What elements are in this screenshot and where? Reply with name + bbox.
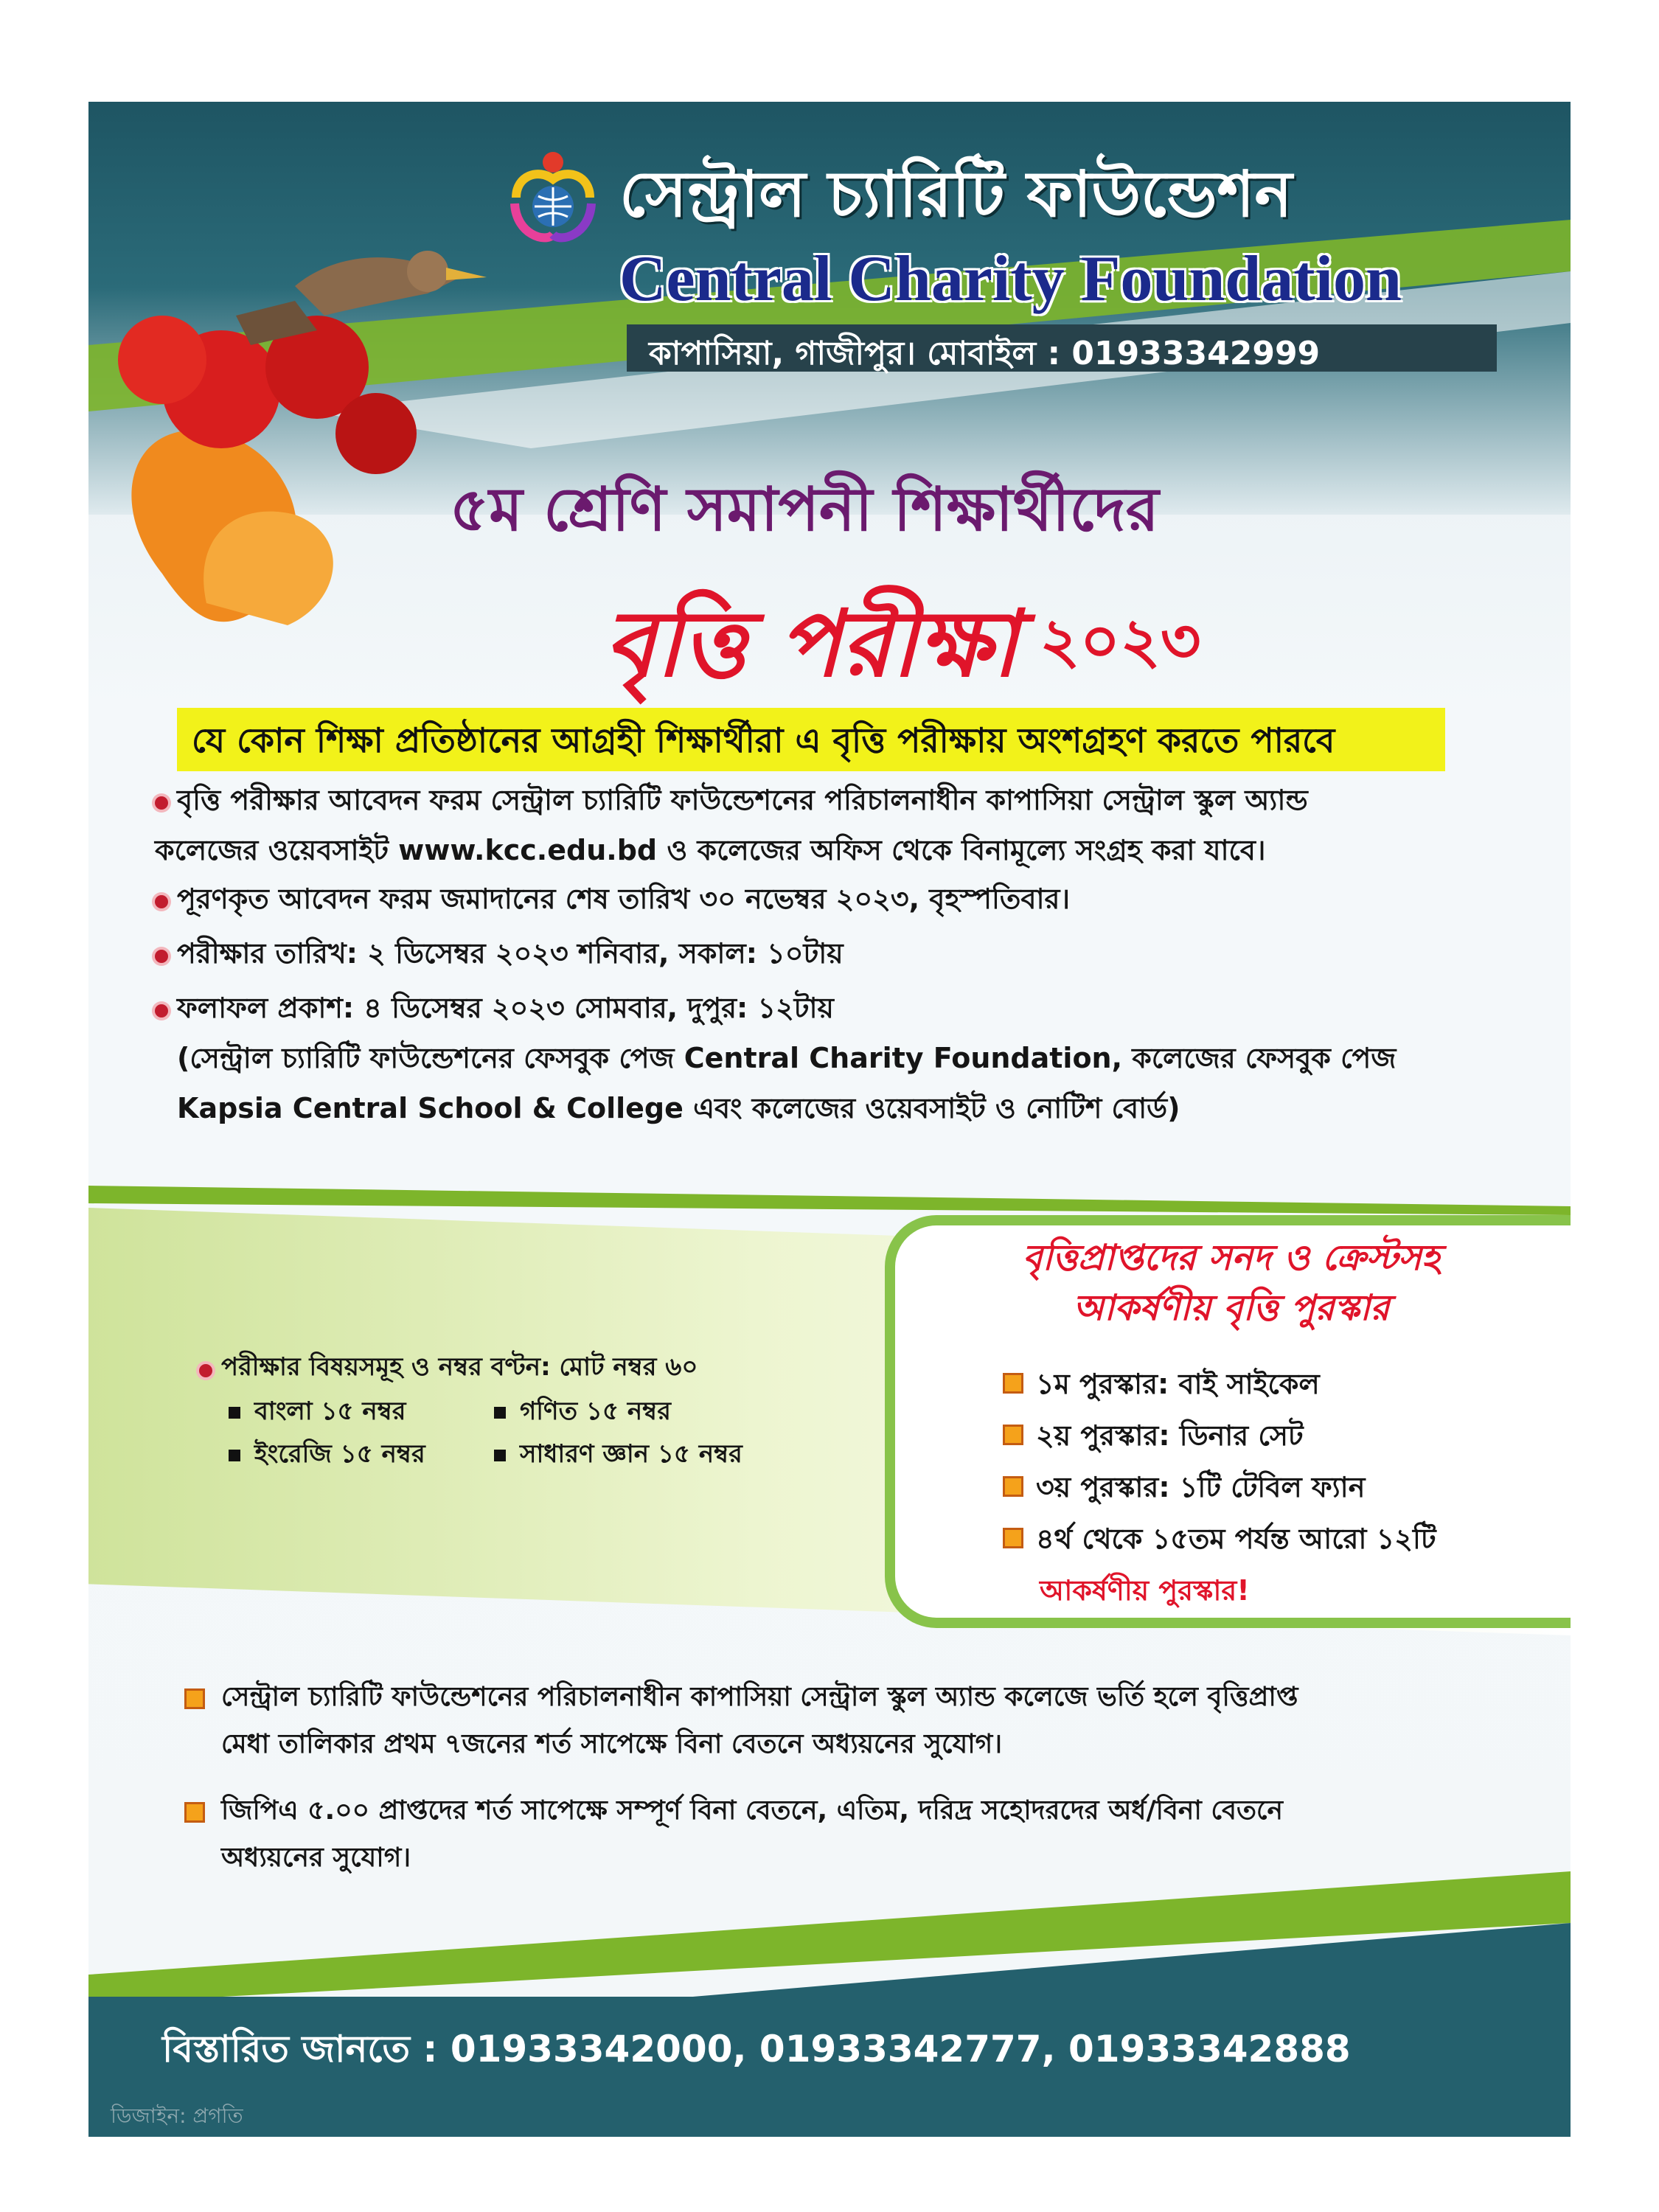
- subject-item: ইংরেজি ১৫ নম্বর: [254, 1439, 425, 1469]
- detail-line: ফলাফল প্রকাশ: ৪ ডিসেম্বর ২০২৩ সোমবার, দুপুর: ১২টায়: [177, 992, 834, 1024]
- prize-heading-1: বৃত্তিপ্রাপ্তদের সনদ ও ক্রেস্টসহ: [1022, 1237, 1441, 1279]
- black-square-bullet-icon: [229, 1450, 240, 1461]
- rosette-bullet-icon: [155, 895, 168, 908]
- footer-swoosh: [88, 1857, 1571, 2004]
- benefit-line: অধ্যয়নের সুযোগ।: [221, 1843, 411, 1873]
- benefit-line: জিপিএ ৫.০০ প্রাপ্তদের শর্ত সাপেক্ষে সম্পূর্ণ বিনা বেতনে, এতিম, দরিদ্র সহোদরদের অর্ধ/বিনা বেতনে: [221, 1795, 1283, 1826]
- detail-line: (সেন্ট্রাল চ্যারিটি ফাউন্ডেশনের ফেসবুক পেজ Central Charity Foundation, কলেজের ফেসবুক পেজ: [177, 1042, 1397, 1074]
- orange-square-bullet-icon: [1003, 1476, 1023, 1497]
- orange-square-bullet-icon: [1003, 1528, 1023, 1548]
- eligibility-text: যে কোন শিক্ষা প্রতিষ্ঠানের আগ্রহী শিক্ষার্থীরা এ বৃত্তি পরীক্ষায় অংশগ্রহণ করতে পারবে: [192, 720, 1335, 760]
- benefit-line: সেন্ট্রাল চ্যারিটি ফাউন্ডেশনের পরিচালনাধীন কাপাসিয়া সেন্ট্রাল স্কুল অ্যান্ড কলেজে ভর্তি হলে বৃত্তিপ্রাপ্ত: [221, 1682, 1298, 1712]
- detail-line: পরীক্ষার তারিখ: ২ ডিসেম্বর ২০২৩ শনিবার, সকাল: ১০টায়: [177, 937, 844, 970]
- bird-flower-illustration: [88, 190, 487, 647]
- detail-line: Kapsia Central School & College এবং কলেজের ওয়েবসাইট ও নোটিশ বোর্ড): [177, 1092, 1180, 1124]
- prize-item: ৩য় পুরস্কার: ১টি টেবিল ফ্যান: [1036, 1471, 1366, 1503]
- prize-heading-2: আকর্ষণীয় বৃত্তি পুরস্কার: [1073, 1287, 1390, 1329]
- subjects-heading: পরীক্ষার বিষয়সমূহ ও নম্বর বণ্টন: মোট নম্বর ৬০: [221, 1352, 698, 1382]
- logo-emblem-icon: [501, 146, 605, 249]
- subject-item: বাংলা ১৫ নম্বর: [254, 1397, 406, 1426]
- poster: [88, 102, 1571, 2137]
- green-divider: [88, 1186, 1571, 1215]
- subject-item: সাধারণ জ্ঞান ১৫ নম্বর: [520, 1439, 742, 1469]
- title-line-2: বৃত্তি পরীক্ষা: [605, 591, 1018, 698]
- title-year: ২০২৩: [1040, 605, 1201, 677]
- rosette-bullet-icon: [199, 1364, 212, 1377]
- orange-square-bullet-icon: [1003, 1425, 1023, 1445]
- rosette-bullet-icon: [155, 950, 168, 963]
- subject-item: গণিত ১৫ নম্বর: [520, 1397, 671, 1426]
- prize-item: ১ম পুরস্কার: বাই সাইকেল: [1036, 1368, 1320, 1400]
- black-square-bullet-icon: [494, 1407, 506, 1419]
- benefit-line: মেধা তালিকার প্রথম ৭জনের শর্ত সাপেক্ষে বিনা বেতনে অধ্যয়নের সুযোগ।: [221, 1729, 1003, 1759]
- black-square-bullet-icon: [229, 1407, 240, 1419]
- org-name-bangla: সেন্ট্রাল চ্যারিটি ফাউন্ডেশন: [619, 158, 1293, 232]
- detail-line: বৃত্তি পরীক্ষার আবেদন ফরম সেন্ট্রাল চ্যারিটি ফাউন্ডেশনের পরিচালনাধীন কাপাসিয়া সেন্ট্রাল স্কুল অ্যান্ড: [177, 784, 1308, 816]
- rosette-bullet-icon: [155, 796, 168, 810]
- prize-item: ২য় পুরস্কার: ডিনার সেট: [1036, 1419, 1304, 1452]
- detail-line: পূরণকৃত আবেদন ফরম জমাদানের শেষ তারিখ ৩০ নভেম্বর ২০২৩, বৃহস্পতিবার।: [177, 883, 1071, 915]
- footer-info: বিস্তারিত জানতে : 01933342000, 01933342777, 01933342888: [162, 2028, 1351, 2070]
- detail-line: কলেজের ওয়েবসাইট www.kcc.edu.bd ও কলেজের অফিস থেকে বিনামূল্যে সংগ্রহ করা যাবে।: [155, 834, 1266, 866]
- prize-item: ৪র্থ থেকে ১৫তম পর্যন্ত আরো ১২টি: [1036, 1523, 1436, 1555]
- orange-square-bullet-icon: [1003, 1373, 1023, 1394]
- orange-square-bullet-icon: [184, 1802, 205, 1823]
- designer-credit: ডিজাইন: প্রগতি: [111, 2104, 243, 2128]
- orange-square-bullet-icon: [184, 1688, 205, 1709]
- title-line-1: ৫ম শ্রেণি সমাপনী শিক্ষার্থীদের: [450, 475, 1159, 545]
- contact-info: কাপাসিয়া, গাজীপুর। মোবাইল : 01933342999: [649, 335, 1321, 372]
- black-square-bullet-icon: [494, 1450, 506, 1461]
- org-name-english: Central Charity Foundation: [619, 243, 1402, 315]
- prize-tail: আকর্ষণীয় পুরস্কার!: [1040, 1574, 1250, 1607]
- rosette-bullet-icon: [155, 1004, 168, 1018]
